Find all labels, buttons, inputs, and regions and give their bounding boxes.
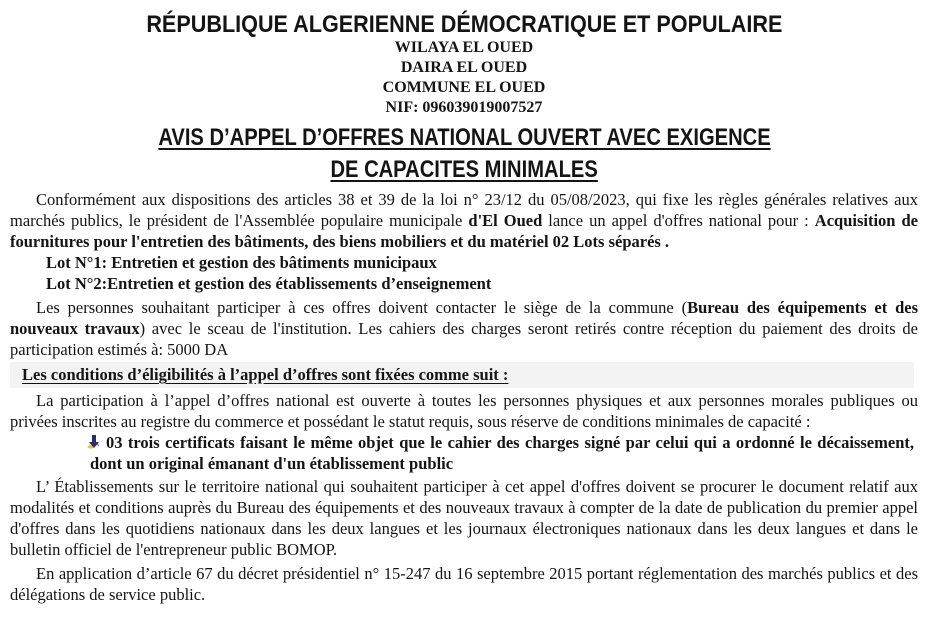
- notice-title-line1: AVIS D’APPEL D’OFFRES NATIONAL OUVERT AVEC EXIGENCE: [157, 124, 771, 151]
- lot1-line: Lot N°1: Entretien et gestion des bâtiments municipaux: [46, 253, 437, 272]
- commune-line: COMMUNE EL OUED: [382, 79, 546, 96]
- bullet-text: 03 trois certificats faisant le même objet que le cahier des charges signé par celui qui a ordonné le décaissement, dont un original émanant d'un établissement public: [90, 433, 914, 473]
- republic-title: RÉPUBLIQUE ALGERIENNE DÉMOCRATIQUE ET POPULAIRE: [145, 11, 783, 38]
- eligibility-paragraph: La participation à l’appel d’offres national est ouverte à toutes les personnes physiques et aux personnes morales publiques ou privées inscrites au registre du commerce et possédant le statut requis, sous réserve de conditions minimales de capacité :: [10, 391, 918, 431]
- daira-line: DAIRA EL OUED: [400, 59, 528, 76]
- certificates-bullet: [90, 432, 914, 474]
- lot2-line: Lot N°2:Entretien et gestion des établissements d’enseignement: [46, 274, 492, 293]
- wilaya-line: WILAYA EL OUED: [394, 39, 534, 56]
- conditions-heading: Les conditions d’éligibilités à l’appel d’offres sont fixées comme suit :: [10, 362, 914, 388]
- intro-paragraph: Conformément aux dispositions des articles 38 et 39 de la loi n° 23/12 du 05/08/2023, qui fixe les règles générales relatives aux marchés publics, le président de l'Assemblée populaire municipale d'El Oued lance un appel d'offres national pour : Acquisition de fournitures pour l'entretien des bâtiments, des biens mobiliers et du matériel 02 Lots séparés .: [10, 190, 918, 251]
- participation-paragraph: Les personnes souhaitant participer à ces offres doivent contacter le siège de la commune (Bureau des équipements et des nouveaux travaux) avec le sceau de l'institution. Les cahiers des charges seront retirés contre réception du paiement des droits de participation estimés à: 5000 DA: [10, 298, 918, 359]
- down-arrow-bullet-icon: [70, 434, 86, 450]
- establishments-paragraph: L’ Établissements sur le territoire national qui souhaitent participer à cet appel d'offres doivent se procurer le document relatif aux modalités et conditions auprès du Bureau des équipements et des nouveaux travaux à compter de la date de publication du premier appel d'offres dans les quotidiens nationaux dans les deux langues et les journaux électroniques nationaux dans les deux langues et dans le bulletin officiel de l'entrepreneur public BOMOP.: [10, 477, 918, 559]
- decree-paragraph: En application d’article 67 du décret présidentiel n° 15-247 du 16 septembre 2015 portant réglementation des marchés publics et des délégations de service public.: [10, 564, 918, 604]
- nif-line: NIF: 096039019007527: [385, 99, 543, 116]
- notice-title-line2: DE CAPACITES MINIMALES: [330, 156, 598, 183]
